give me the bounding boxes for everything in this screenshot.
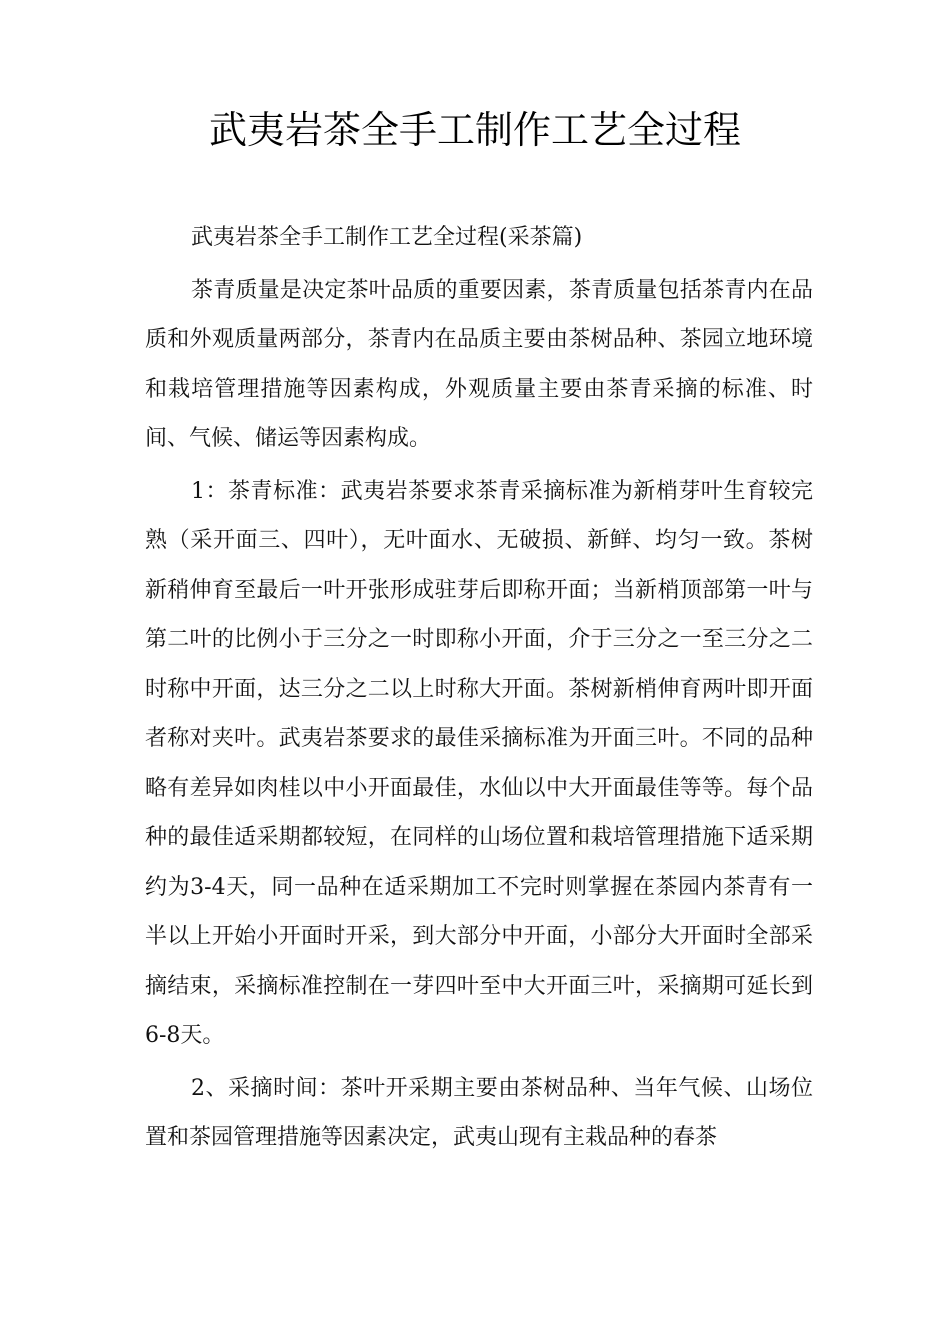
paragraph-subtitle: 武夷岩茶全手工制作工艺全过程(采茶篇): [191, 225, 583, 250]
paragraph-standard: 1：茶青标准：武夷岩茶要求茶青采摘标准为新梢芽叶生育较完熟（采开面三、四叶），无叶面水、无破损、新鲜、均匀一致。茶树新稍伸育至最后一叶开张形成驻芽后即称开面；当新梢顶部第一叶与第二叶的比例小于三分之一时即称小开面，介于三分之一至三分之二时称中开面，达三分之二以上时称大开面。茶树新梢伸育两叶即开面者称对夹叶。武夷岩茶要求的最佳采摘标准为开面三叶。不同的品种略有差异如肉桂以中小开面最佳，水仙以中大开面最佳等等。每个品种的最佳适采期都较短，在同样的山场位置和栽培管理措施下适采期约为3-4天，同一品种在适采期加工不完时则掌握在茶园内茶青有一半以上开始小开面时开采，到大部分中开面，小部分大开面时全部采摘结束，采摘标准控制在一芽四叶至中大开面三叶，采摘期可延长到6-8天。: [145, 478, 813, 1048]
document-title: 武夷岩茶全手工制作工艺全过程: [208, 108, 741, 152]
document-body: [145, 213, 813, 1163]
paragraph-intro: 茶青质量是决定茶叶品质的重要因素，茶青质量包括茶青内在品质和外观质量两部分，茶青内在品质主要由茶树品种、茶园立地环境和栽培管理措施等因素构成，外观质量主要由茶青采摘的标准、时间、气候、储运等因素构成。: [145, 277, 813, 451]
paragraph-timing: 2、采摘时间：茶叶开采期主要由茶树品种、当年气候、山场位置和茶园管理措施等因素决定，武夷山现有主栽品种的春茶: [145, 1075, 813, 1150]
